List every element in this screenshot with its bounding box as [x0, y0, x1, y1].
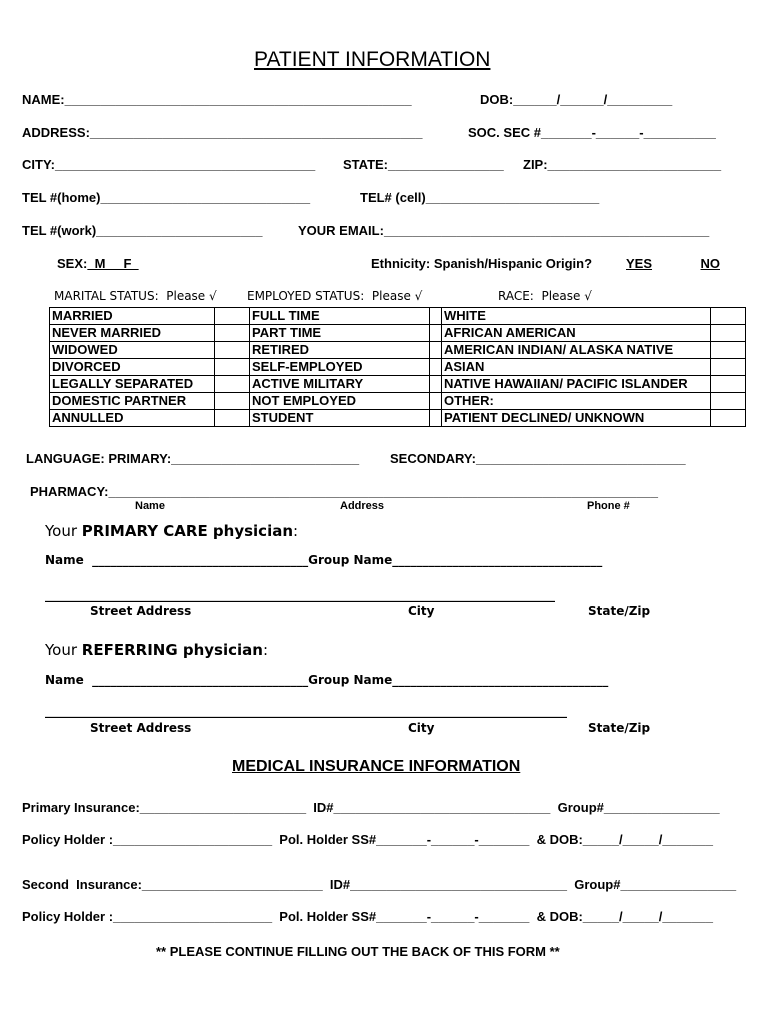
marital-status-header: MARITAL STATUS: Please √ — [54, 289, 217, 303]
primary-care-street-caption: Street Address — [90, 604, 192, 618]
status-row — [50, 393, 746, 410]
referring-address-field[interactable]: _______________________________________________________________________________________ — [45, 704, 567, 718]
employed-option-label: ACTIVE MILITARY — [250, 376, 430, 393]
marital-option-checkbox[interactable] — [215, 342, 250, 359]
page-title: PATIENT INFORMATION — [254, 48, 491, 71]
employed-option-label: PART TIME — [250, 325, 430, 342]
employed-status-header: EMPLOYED STATUS: Please √ — [247, 289, 423, 303]
employed-option-label: RETIRED — [250, 342, 430, 359]
marital-option-label: LEGALLY SEPARATED — [50, 376, 215, 393]
employed-option-label: NOT EMPLOYED — [250, 393, 430, 410]
primary-care-name-field[interactable]: Name ____________________________________Group Name___________________________________ — [45, 553, 603, 567]
referring-city-caption: City — [408, 721, 435, 735]
referring-emph: REFERRING physician — [81, 641, 263, 659]
race-option-checkbox[interactable] — [711, 393, 746, 410]
pharmacy-name-caption: Name — [135, 500, 165, 512]
status-table — [49, 307, 746, 427]
ssn-field[interactable]: SOC. SEC #_______-______-__________ — [468, 125, 716, 140]
ethnicity-yes[interactable]: YES — [626, 256, 653, 271]
marital-option-label: DOMESTIC PARTNER — [50, 393, 215, 410]
race-option-label: ASIAN — [442, 359, 711, 376]
primary-care-statezip-caption: State/Zip — [588, 604, 651, 618]
race-header: RACE: Please √ — [498, 289, 592, 303]
race-option-checkbox[interactable] — [711, 308, 746, 325]
insurance-heading: MEDICAL INSURANCE INFORMATION — [232, 758, 521, 775]
tel-cell-field[interactable]: TEL# (cell)________________________ — [360, 190, 600, 205]
policy-holder-2-field[interactable]: Policy Holder :______________________ Pol. Holder SS#_______-______-_______ & DOB:_____/_____/_______ — [22, 909, 713, 924]
employed-option-checkbox[interactable] — [430, 410, 442, 427]
email-field[interactable]: YOUR EMAIL:_____________________________________________ — [298, 223, 710, 238]
marital-option-checkbox[interactable] — [215, 393, 250, 410]
primary-care-city-caption: City — [408, 604, 435, 618]
marital-option-checkbox[interactable] — [215, 359, 250, 376]
race-option-checkbox[interactable] — [711, 342, 746, 359]
employed-option-label: SELF-EMPLOYED — [250, 359, 430, 376]
race-option-label: AFRICAN AMERICAN — [442, 325, 711, 342]
ethnicity-no[interactable]: NO — [700, 256, 720, 271]
status-row — [50, 342, 746, 359]
marital-option-label: DIVORCED — [50, 359, 215, 376]
second-insurance-field[interactable]: Second Insurance:_________________________ ID#______________________________ Group#________________ — [22, 877, 737, 892]
race-option-checkbox[interactable] — [711, 410, 746, 427]
race-option-label: AMERICAN INDIAN/ ALASKA NATIVE — [442, 342, 711, 359]
marital-option-label: MARRIED — [50, 308, 215, 325]
status-row — [50, 410, 746, 427]
employed-option-checkbox[interactable] — [430, 308, 442, 325]
sex-options[interactable]: M F — [87, 256, 139, 271]
marital-option-checkbox[interactable] — [215, 325, 250, 342]
referring-name-field[interactable]: Name ____________________________________Group Name____________________________________ — [45, 673, 609, 687]
employed-option-checkbox[interactable] — [430, 359, 442, 376]
race-option-label: PATIENT DECLINED/ UNKNOWN — [442, 410, 711, 427]
referring-suffix: : — [262, 641, 269, 659]
employed-option-checkbox[interactable] — [430, 393, 442, 410]
status-row — [50, 325, 746, 342]
tel-work-field[interactable]: TEL #(work)_______________________ — [22, 223, 263, 238]
primary-care-prefix: Your — [45, 522, 82, 540]
pharmacy-phone-caption: Phone # — [587, 500, 630, 512]
policy-holder-1-field[interactable]: Policy Holder :______________________ Pol. Holder SS#_______-______-_______ & DOB:_____/_____/_______ — [22, 832, 713, 847]
marital-option-label: ANNULLED — [50, 410, 215, 427]
dob-field[interactable]: DOB:______/______/_________ — [480, 92, 673, 107]
sex-label-text: SEX: — [57, 256, 88, 271]
marital-option-checkbox[interactable] — [215, 410, 250, 427]
primary-care-emph: PRIMARY CARE physician — [81, 522, 294, 540]
status-row — [50, 376, 746, 393]
language-secondary-field[interactable]: SECONDARY:_____________________________ — [390, 451, 686, 466]
employed-option-checkbox[interactable] — [430, 376, 442, 393]
primary-care-heading — [45, 522, 298, 540]
employed-option-label: FULL TIME — [250, 308, 430, 325]
zip-field[interactable]: ZIP:________________________ — [523, 157, 722, 172]
primary-care-suffix: : — [293, 522, 299, 540]
marital-option-checkbox[interactable] — [215, 308, 250, 325]
race-option-checkbox[interactable] — [711, 376, 746, 393]
employed-option-checkbox[interactable] — [430, 342, 442, 359]
referring-prefix: Your — [45, 641, 82, 659]
primary-insurance-field[interactable]: Primary Insurance:_______________________ ID#______________________________ Group#________________ — [22, 800, 720, 815]
employed-option-label: STUDENT — [250, 410, 430, 427]
status-row — [50, 308, 746, 325]
name-field[interactable]: NAME:________________________________________________ — [22, 92, 412, 107]
referring-statezip-caption: State/Zip — [588, 721, 651, 735]
race-option-checkbox[interactable] — [711, 325, 746, 342]
state-field[interactable]: STATE:________________ — [343, 157, 504, 172]
city-field[interactable]: CITY:____________________________________ — [22, 157, 316, 172]
primary-care-address-field[interactable]: _____________________________________________________________________________________ — [45, 588, 555, 602]
status-row — [50, 359, 746, 376]
race-option-label: WHITE — [442, 308, 711, 325]
marital-option-label: WIDOWED — [50, 342, 215, 359]
race-option-label: OTHER: — [442, 393, 711, 410]
ethnicity-question: Ethnicity: Spanish/Hispanic Origin? — [371, 256, 593, 271]
marital-option-checkbox[interactable] — [215, 376, 250, 393]
employed-option-checkbox[interactable] — [430, 325, 442, 342]
referring-heading — [45, 641, 268, 659]
sex-label — [57, 256, 139, 271]
pharmacy-field[interactable]: PHARMACY:____________________________________________________________________________ — [30, 484, 658, 499]
race-option-label: NATIVE HAWAIIAN/ PACIFIC ISLANDER — [442, 376, 711, 393]
marital-option-label: NEVER MARRIED — [50, 325, 215, 342]
referring-street-caption: Street Address — [90, 721, 192, 735]
continue-notice: ** PLEASE CONTINUE FILLING OUT THE BACK OF THIS FORM ** — [156, 944, 560, 959]
language-primary-field[interactable]: LANGUAGE: PRIMARY:__________________________ — [26, 451, 360, 466]
address-field[interactable]: ADDRESS:______________________________________________ — [22, 125, 423, 140]
tel-home-field[interactable]: TEL #(home)_____________________________ — [22, 190, 311, 205]
race-option-checkbox[interactable] — [711, 359, 746, 376]
pharmacy-address-caption: Address — [340, 500, 385, 512]
